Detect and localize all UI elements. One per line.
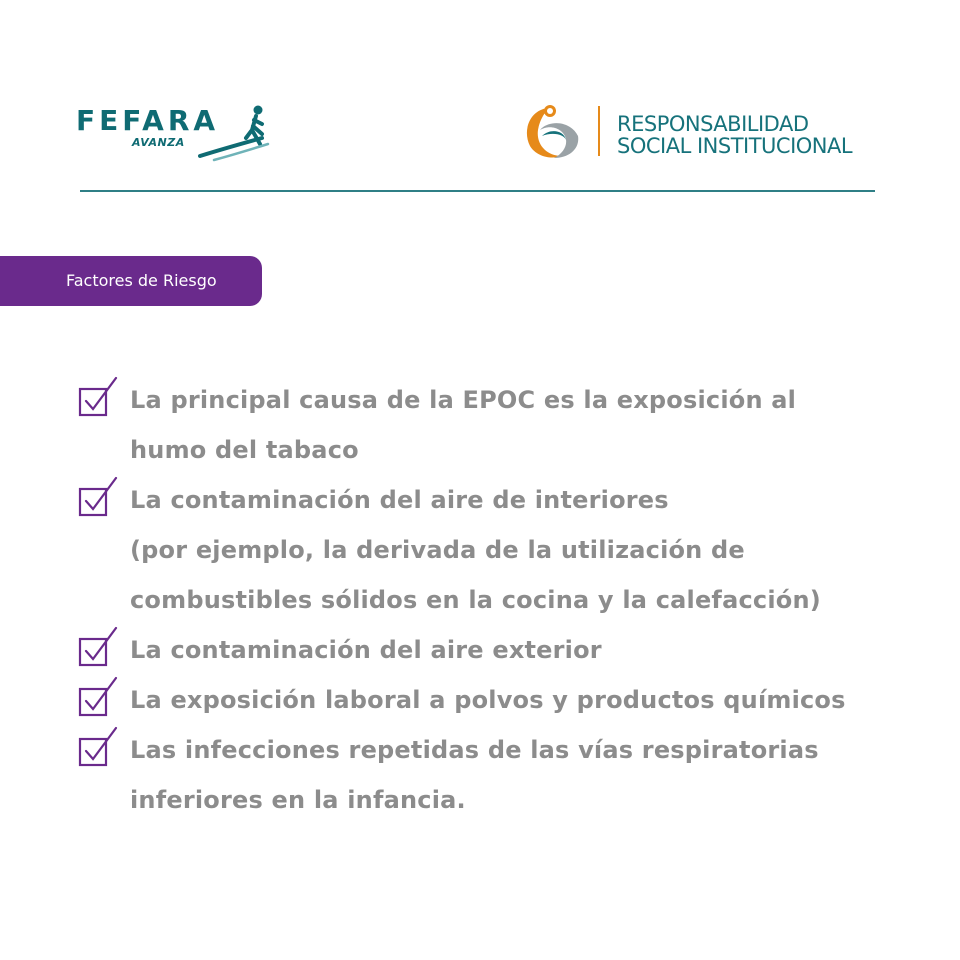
section-title: Factores de Riesgo [66,271,217,290]
list-item-text [130,725,910,825]
rsi-divider [598,106,600,156]
fefara-tagline: AVANZA [132,136,185,149]
list-item-line: (por ejemplo, la derivada de la utilización de [130,536,745,564]
list-item-line: inferiores en la infancia. [130,786,466,814]
list-item-line: La principal causa de la EPOC es la exposición al [130,386,797,414]
list-item-line: humo del tabaco [130,436,359,464]
list-item-line: La contaminación del aire de interiores [130,486,669,514]
rsi-emblem-icon [520,100,582,164]
list-item-line: Las infecciones repetidas de las vías respiratorias [130,736,819,764]
list-item-text [130,625,910,675]
header [0,0,960,200]
list-item-line: combustibles sólidos en la cocina y la calefacción) [130,586,821,614]
checkbox-icon [78,376,122,420]
walker-icon [196,104,276,162]
fefara-logo [76,104,286,164]
fefara-wordmark: FEFARA [76,104,220,137]
rsi-logo [520,100,900,164]
checkbox-icon [78,626,122,670]
list-item-text [130,375,910,475]
checkbox-icon [78,726,122,770]
header-divider [80,190,875,192]
checkbox-icon [78,476,122,520]
list-item-text [130,675,910,725]
rsi-title-line1: RESPONSABILIDAD [617,112,809,136]
rsi-title [617,113,852,157]
section-tab [0,256,262,306]
checkbox-icon [78,676,122,720]
list-item-line: La contaminación del aire exterior [130,636,602,664]
list-item-line: La exposición laboral a polvos y productos químicos [130,686,846,714]
rsi-title-line2: SOCIAL INSTITUCIONAL [617,134,853,158]
list-item-text [130,475,910,625]
